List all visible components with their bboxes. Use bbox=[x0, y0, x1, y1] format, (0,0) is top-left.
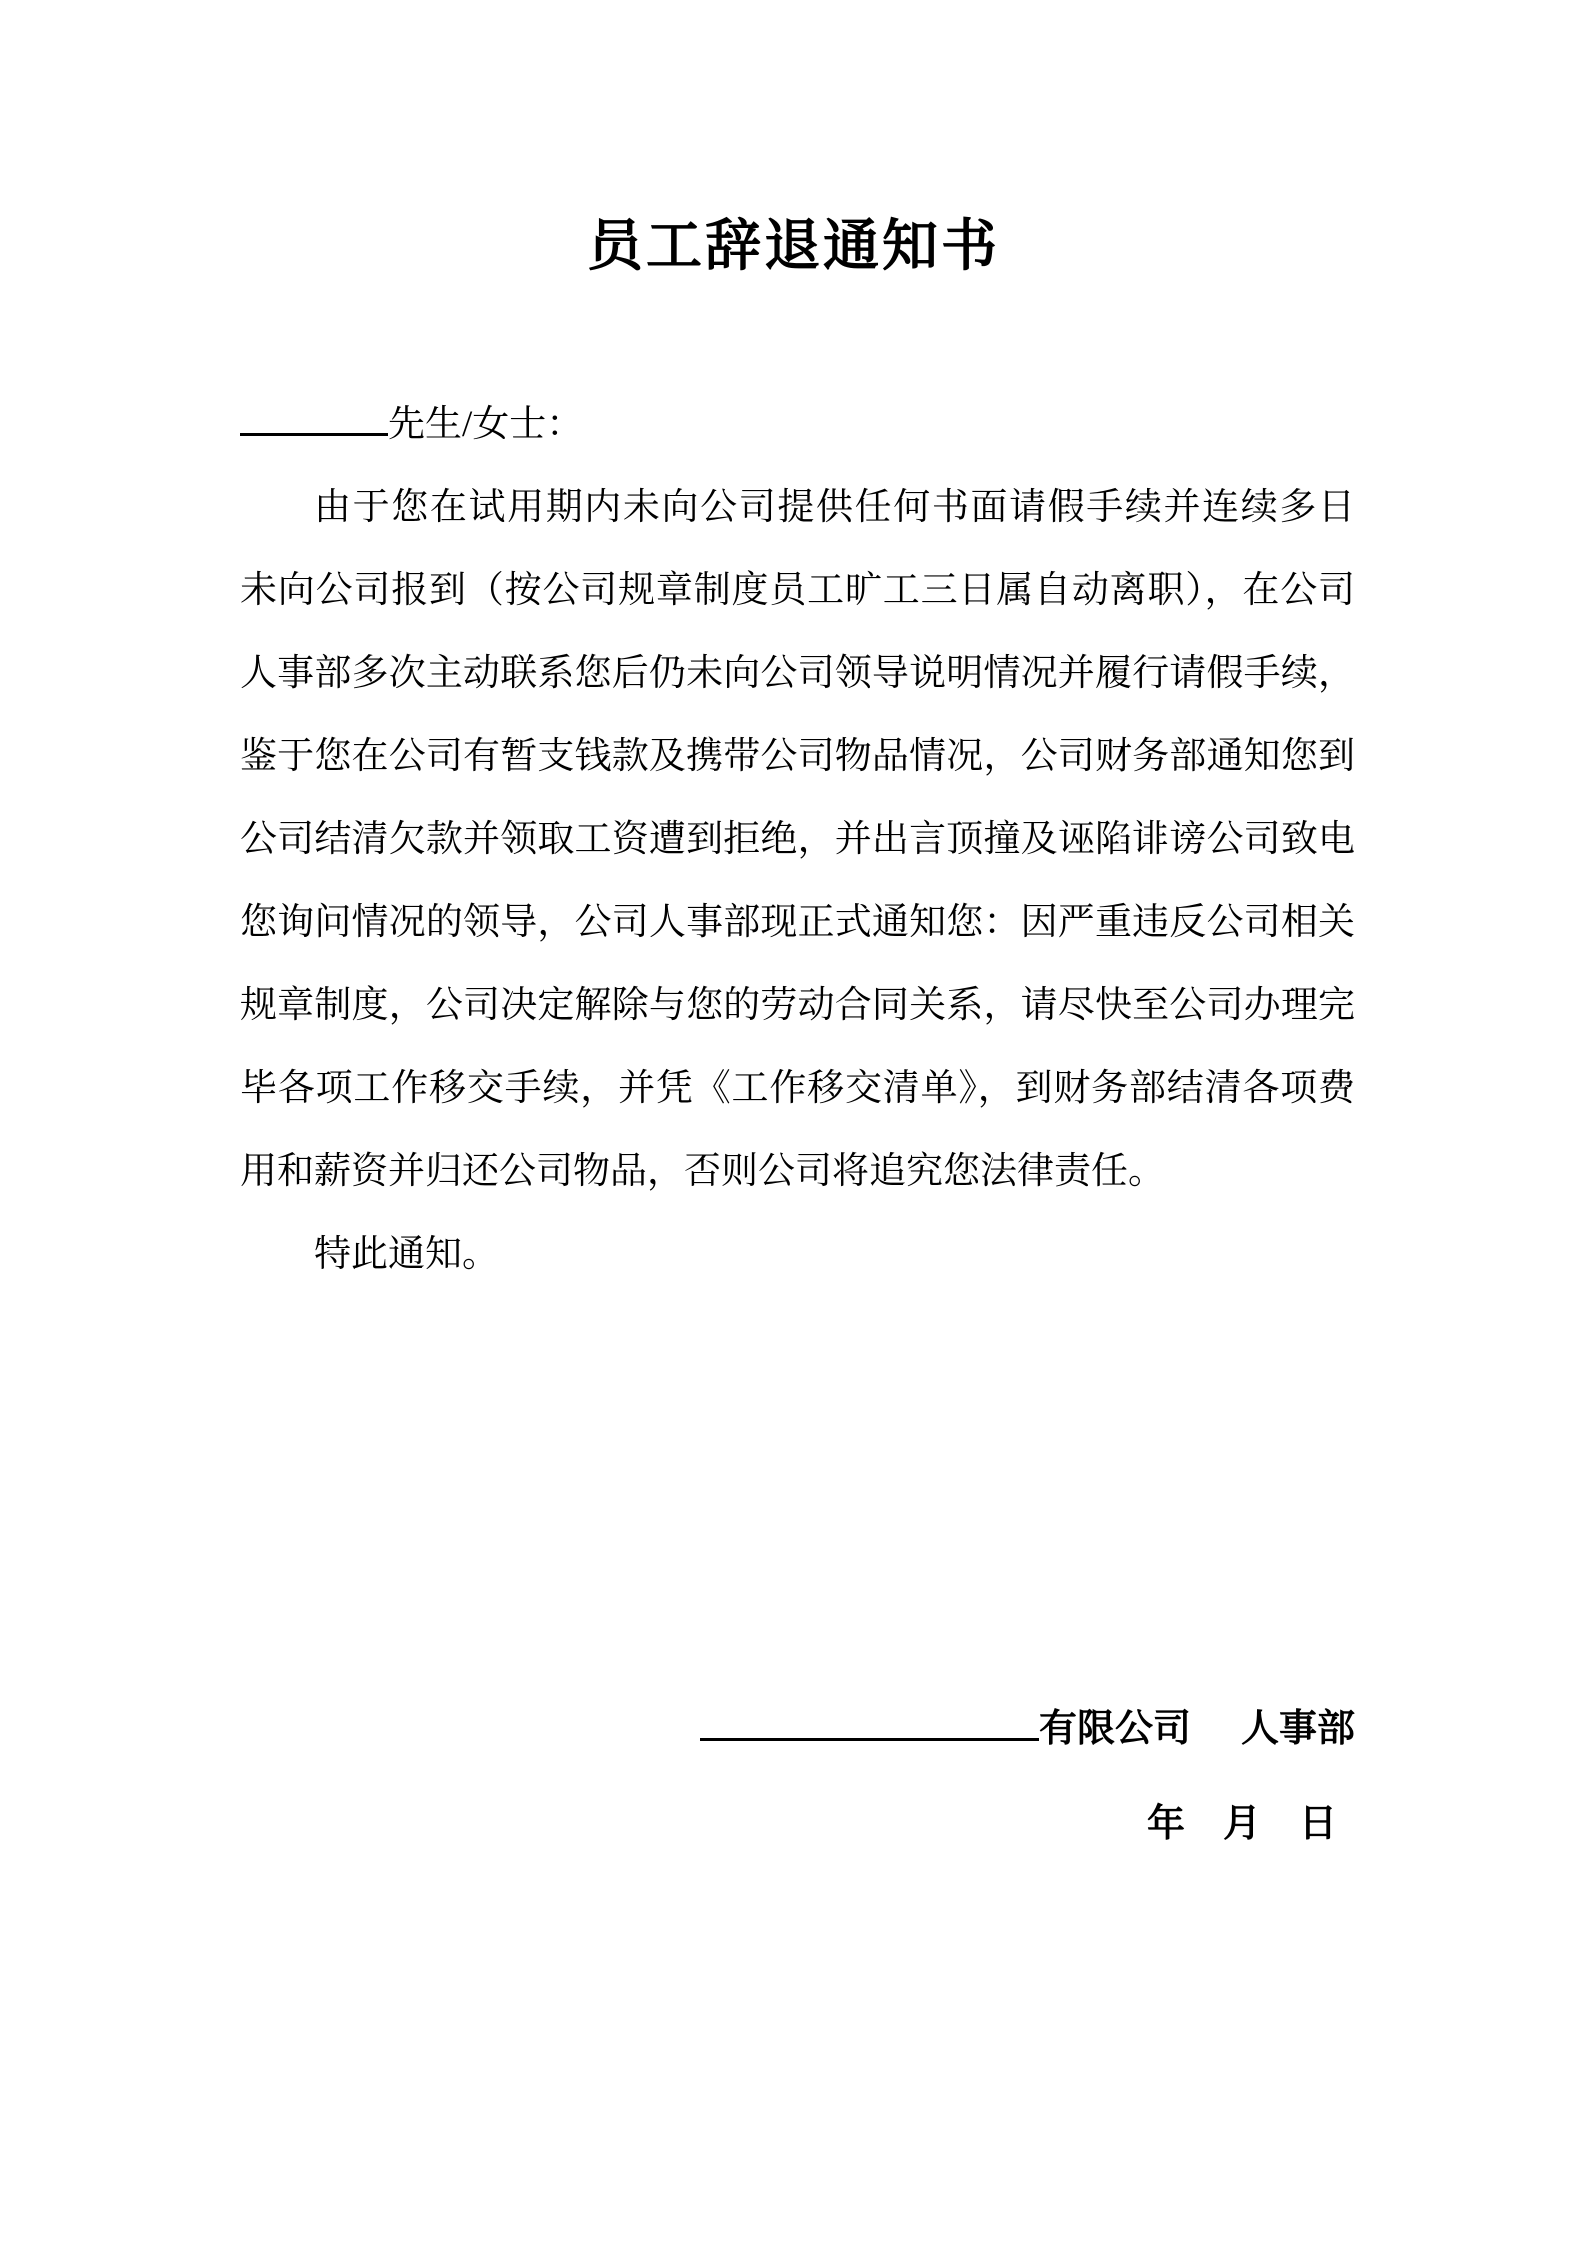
body-line: 由于您在试用期内未向公司提供任何书面请假手续并连续多日 bbox=[314, 487, 1355, 528]
company-name-blank bbox=[700, 1738, 1039, 1741]
company-suffix: 有限公司 bbox=[1038, 1708, 1191, 1750]
date-line: 年 月 日 bbox=[1146, 1803, 1337, 1845]
salutation-suffix: 先生/女士： bbox=[388, 404, 584, 445]
closing-line: 特此通知。 bbox=[314, 1234, 499, 1275]
body-line: 规章制度，公司决定解除与您的劳动合同关系，请尽快至公司办理完 bbox=[240, 985, 1355, 1026]
recipient-name-blank bbox=[240, 433, 388, 436]
department-label: 人事部 bbox=[1240, 1708, 1355, 1750]
document-title: 员工辞退通知书 bbox=[587, 216, 1000, 278]
body-line: 用和薪资并归还公司物品，否则公司将追究您法律责任。 bbox=[240, 1151, 1165, 1192]
body-line: 人事部多次主动联系您后仍未向公司领导说明情况并履行请假手续， bbox=[240, 653, 1355, 694]
body-line: 您询问情况的领导，公司人事部现正式通知您：因严重违反公司相关 bbox=[240, 902, 1355, 943]
body-line: 鉴于您在公司有暂支钱款及携带公司物品情况，公司财务部通知您到 bbox=[240, 736, 1355, 777]
body-line: 公司结清欠款并领取工资遭到拒绝，并出言顶撞及诬陷诽谤公司致电 bbox=[240, 819, 1355, 860]
body-line: 毕各项工作移交手续，并凭《工作移交清单》，到财务部结清各项费 bbox=[240, 1068, 1355, 1109]
salutation-line bbox=[240, 383, 1355, 466]
body-paragraph bbox=[240, 466, 1355, 1296]
signature-line bbox=[700, 1688, 1355, 1771]
body-line: 未向公司报到（按公司规章制度员工旷工三日属自动离职），在公司 bbox=[240, 570, 1355, 611]
